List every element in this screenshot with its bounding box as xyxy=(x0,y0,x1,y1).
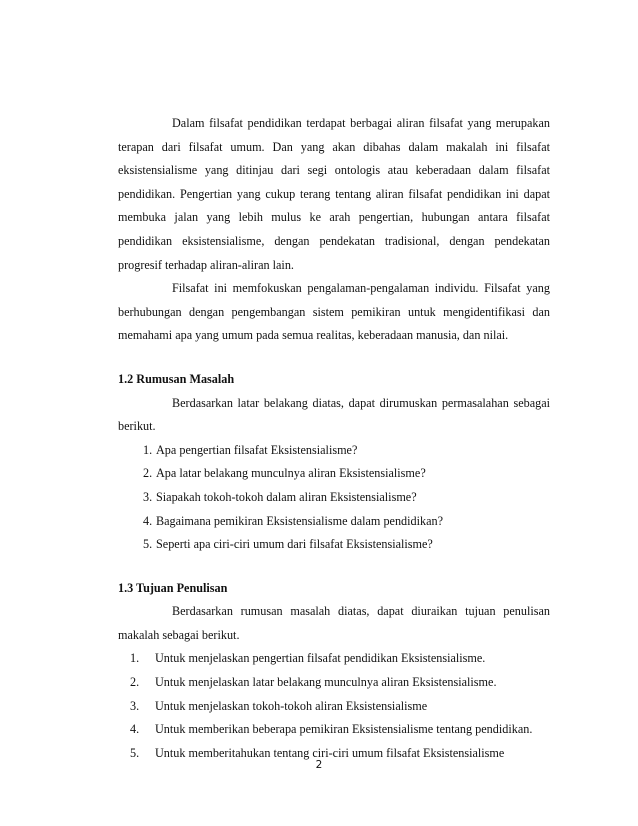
list-item xyxy=(118,671,550,695)
list-item xyxy=(118,647,550,671)
list-item-text: Untuk menjelaskan tokoh-tokoh aliran Eksistensialisme xyxy=(155,698,428,713)
list-item-number: 5. xyxy=(130,745,140,760)
section-heading-rumusan-masalah: 1.2 Rumusan Masalah xyxy=(118,371,235,386)
list-item-number: 3. xyxy=(143,489,153,504)
list-item-text: Siapakah tokoh-tokoh dalam aliran Eksistensialisme? xyxy=(156,489,417,504)
page-number: 2 xyxy=(315,759,323,771)
list-item-text: Apa latar belakang munculnya aliran Eksistensialisme? xyxy=(156,466,426,481)
list-item-text: Apa pengertian filsafat Eksistensialisme? xyxy=(156,442,358,457)
list-item-number: 4. xyxy=(130,722,140,737)
section-heading-tujuan-penulisan: 1.3 Tujuan Penulisan xyxy=(118,580,228,595)
list-item xyxy=(118,533,550,557)
list-item-number: 5. xyxy=(143,537,153,552)
list-item xyxy=(118,486,550,510)
page-content xyxy=(118,112,550,765)
rumusan-masalah-list xyxy=(118,439,550,557)
intro-paragraph-1: Dalam filsafat pendidikan terdapat berbagai aliran filsafat yang merupakan terapan dari filsafat umum. Dan yang akan dibahas dalam makalah ini filsafat eksistensialisme yang ditinjau dari segi ontologis atau keberadaan dalam filsafat pendidikan. Pengertian yang cukup terang tentang aliran filsafat pendidikan ini dapat membuka jalan yang lebih mulus ke arah pengertian, hubungan antara filsafat pendidikan eksistensialisme, dengan pendekatan tradisional, dengan pendekatan progresif terhadap aliran-aliran lain. xyxy=(118,116,550,272)
list-item-number: 2. xyxy=(143,466,153,481)
list-item xyxy=(118,439,550,463)
list-item-text: Untuk menjelaskan pengertian filsafat pendidikan Eksistensialisme. xyxy=(155,651,486,666)
list-item xyxy=(118,695,550,719)
list-item xyxy=(118,510,550,534)
rumusan-masalah-intro: Berdasarkan latar belakang diatas, dapat dirumuskan permasalahan sebagai berikut. xyxy=(118,395,550,434)
list-item-number: 1. xyxy=(143,442,153,457)
list-item xyxy=(118,718,550,742)
tujuan-penulisan-intro: Berdasarkan rumusan masalah diatas, dapat diuraikan tujuan penulisan makalah sebagai berikut. xyxy=(118,604,550,642)
list-item-number: 1. xyxy=(130,651,140,666)
list-item-number: 2. xyxy=(130,675,140,690)
list-item-text: Untuk menjelaskan latar belakang munculnya aliran Eksistensialisme. xyxy=(155,675,497,690)
list-item-text: Bagaimana pemikiran Eksistensialisme dalam pendidikan? xyxy=(156,513,444,528)
list-item-text: Untuk memberitahukan tentang ciri-ciri umum filsafat Eksistensialisme xyxy=(155,745,505,760)
list-item-text: Seperti apa ciri-ciri umum dari filsafat Eksistensialisme? xyxy=(156,537,433,552)
list-item-number: 3. xyxy=(130,698,140,713)
list-item-number: 4. xyxy=(143,513,153,528)
list-item-text: Untuk memberikan beberapa pemikiran Eksistensialisme tentang pendidikan. xyxy=(155,722,533,737)
tujuan-penulisan-list xyxy=(118,647,550,765)
intro-paragraph-2: Filsafat ini memfokuskan pengalaman-pengalaman individu. Filsafat yang berhubungan dengan pengembangan sistem pemikiran untuk mengidentifikasi dan memahami apa yang umum pada semua realitas, keberadaan manusia, dan nilai. xyxy=(118,281,550,343)
list-item xyxy=(118,462,550,486)
